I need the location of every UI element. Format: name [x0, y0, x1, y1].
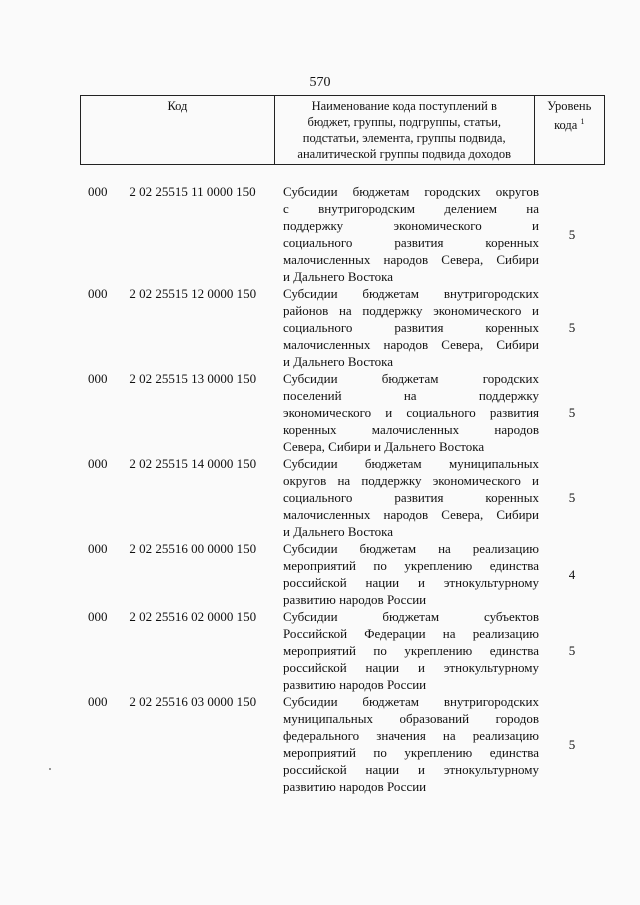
- description-line: Субсидии бюджетам городских: [282, 371, 540, 386]
- description-line: поддержку экономического и: [282, 218, 540, 233]
- table-row: [80, 285, 605, 370]
- code-level: 5: [568, 226, 576, 242]
- description-line: развитию народов России: [282, 592, 427, 607]
- header-name-line: Наименование кода поступлений в: [311, 99, 497, 113]
- page-number: 570: [309, 75, 331, 90]
- admin-code: 000: [88, 456, 108, 471]
- table-header: [80, 95, 605, 165]
- description-line: малочисленных народов Севера, Сибири: [282, 252, 540, 267]
- table-row: [80, 183, 605, 285]
- admin-code: 000: [88, 184, 108, 199]
- revenue-description: [283, 370, 539, 455]
- description-line: и Дальнего Востока: [282, 524, 394, 539]
- description-line: и Дальнего Востока: [282, 269, 394, 284]
- description-line: малочисленных народов Севера, Сибири: [282, 507, 540, 522]
- description-line: поселений на поддержку: [282, 388, 540, 403]
- code-level: 4: [568, 566, 576, 582]
- description-line: Субсидии бюджетам муниципальных: [282, 456, 540, 471]
- description-line: российской нации и этнокультурному: [282, 762, 540, 777]
- revenue-code: 2 02 25515 14 0000 150: [129, 456, 257, 471]
- table-row: [80, 455, 605, 540]
- header-name-line: подстатьи, элемента, группы подвида,: [302, 131, 506, 145]
- revenue-description: [283, 608, 539, 693]
- description-line: малочисленных народов Севера, Сибири: [282, 337, 540, 352]
- description-line: федерального значения на реализацию: [282, 728, 540, 743]
- description-line: округов на поддержку экономического и: [282, 473, 540, 488]
- description-line: Субсидии бюджетам внутригородских: [282, 286, 540, 301]
- revenue-code: 2 02 25515 13 0000 150: [129, 371, 257, 386]
- revenue-description: [283, 285, 539, 370]
- table-row: [80, 540, 605, 608]
- code-level: 5: [568, 320, 576, 335]
- description-line: коренных малочисленных народов: [282, 422, 540, 437]
- admin-code: 000: [88, 609, 108, 624]
- revenue-description: [283, 183, 539, 285]
- code-level: 5: [568, 405, 576, 420]
- revenue-code: 2 02 25516 03 0000 150: [129, 694, 257, 709]
- description-line: муниципальных образований городов: [282, 711, 540, 726]
- admin-code: 000: [88, 694, 108, 709]
- description-line: мероприятий по укреплению единства: [282, 643, 540, 658]
- description-line: социального развития коренных: [282, 235, 540, 250]
- header-level-line1: Уровень: [547, 99, 592, 113]
- admin-code: 000: [88, 541, 108, 556]
- description-line: Субсидии бюджетам внутригородских: [282, 694, 540, 709]
- description-line: районов на поддержку экономического и: [282, 303, 540, 318]
- table-row: [80, 370, 605, 455]
- revenue-code: 2 02 25516 02 0000 150: [129, 609, 257, 624]
- admin-code: 000: [88, 286, 108, 301]
- revenue-code: 2 02 25515 11 0000 150: [129, 184, 256, 199]
- revenue-description: [283, 540, 539, 608]
- table-body: [80, 183, 605, 795]
- description-line: Субсидии бюджетам субъектов: [282, 609, 540, 624]
- header-level-footnote: 1: [580, 117, 585, 126]
- revenue-code: 2 02 25516 00 0000 150: [129, 541, 257, 556]
- description-line: Севера, Сибири и Дальнего Востока: [282, 439, 485, 454]
- table-row: [80, 608, 605, 693]
- description-line: социального развития коренных: [282, 320, 540, 335]
- header-name: [274, 96, 534, 165]
- header-name-line: бюджет, группы, подгруппы, статьи,: [307, 115, 501, 129]
- header-name-line: аналитической группы подвида доходов: [297, 147, 511, 161]
- description-line: мероприятий по укреплению единства: [282, 745, 540, 760]
- header-level: [534, 96, 604, 165]
- code-level: 5: [568, 490, 576, 505]
- admin-code: 000: [88, 371, 108, 386]
- description-line: развитию народов России: [282, 677, 427, 692]
- description-line: Субсидии бюджетам городских округов: [282, 184, 540, 199]
- description-line: с внутригородским делением на: [282, 201, 540, 216]
- description-line: и Дальнего Востока: [282, 354, 394, 369]
- description-line: российской нации и этнокультурному: [282, 575, 540, 590]
- code-level: 5: [568, 736, 576, 752]
- revenue-code: 2 02 25515 12 0000 150: [129, 286, 257, 301]
- description-line: мероприятий по укреплению единства: [282, 558, 540, 573]
- code-level: 5: [568, 643, 576, 658]
- scan-speck: [49, 768, 51, 770]
- revenue-description: [283, 455, 539, 540]
- description-line: Российской Федерации на реализацию: [282, 626, 540, 641]
- description-line: экономического и социального развития: [282, 405, 540, 420]
- description-line: развитию народов России: [282, 779, 427, 794]
- description-line: российской нации и этнокультурному: [282, 660, 540, 675]
- description-line: социального развития коренных: [282, 490, 540, 505]
- revenue-description: [283, 693, 539, 795]
- header-code: Код: [81, 96, 275, 165]
- description-line: Субсидии бюджетам на реализацию: [282, 541, 540, 556]
- table-row: [80, 693, 605, 795]
- header-level-line2: кода: [554, 118, 578, 133]
